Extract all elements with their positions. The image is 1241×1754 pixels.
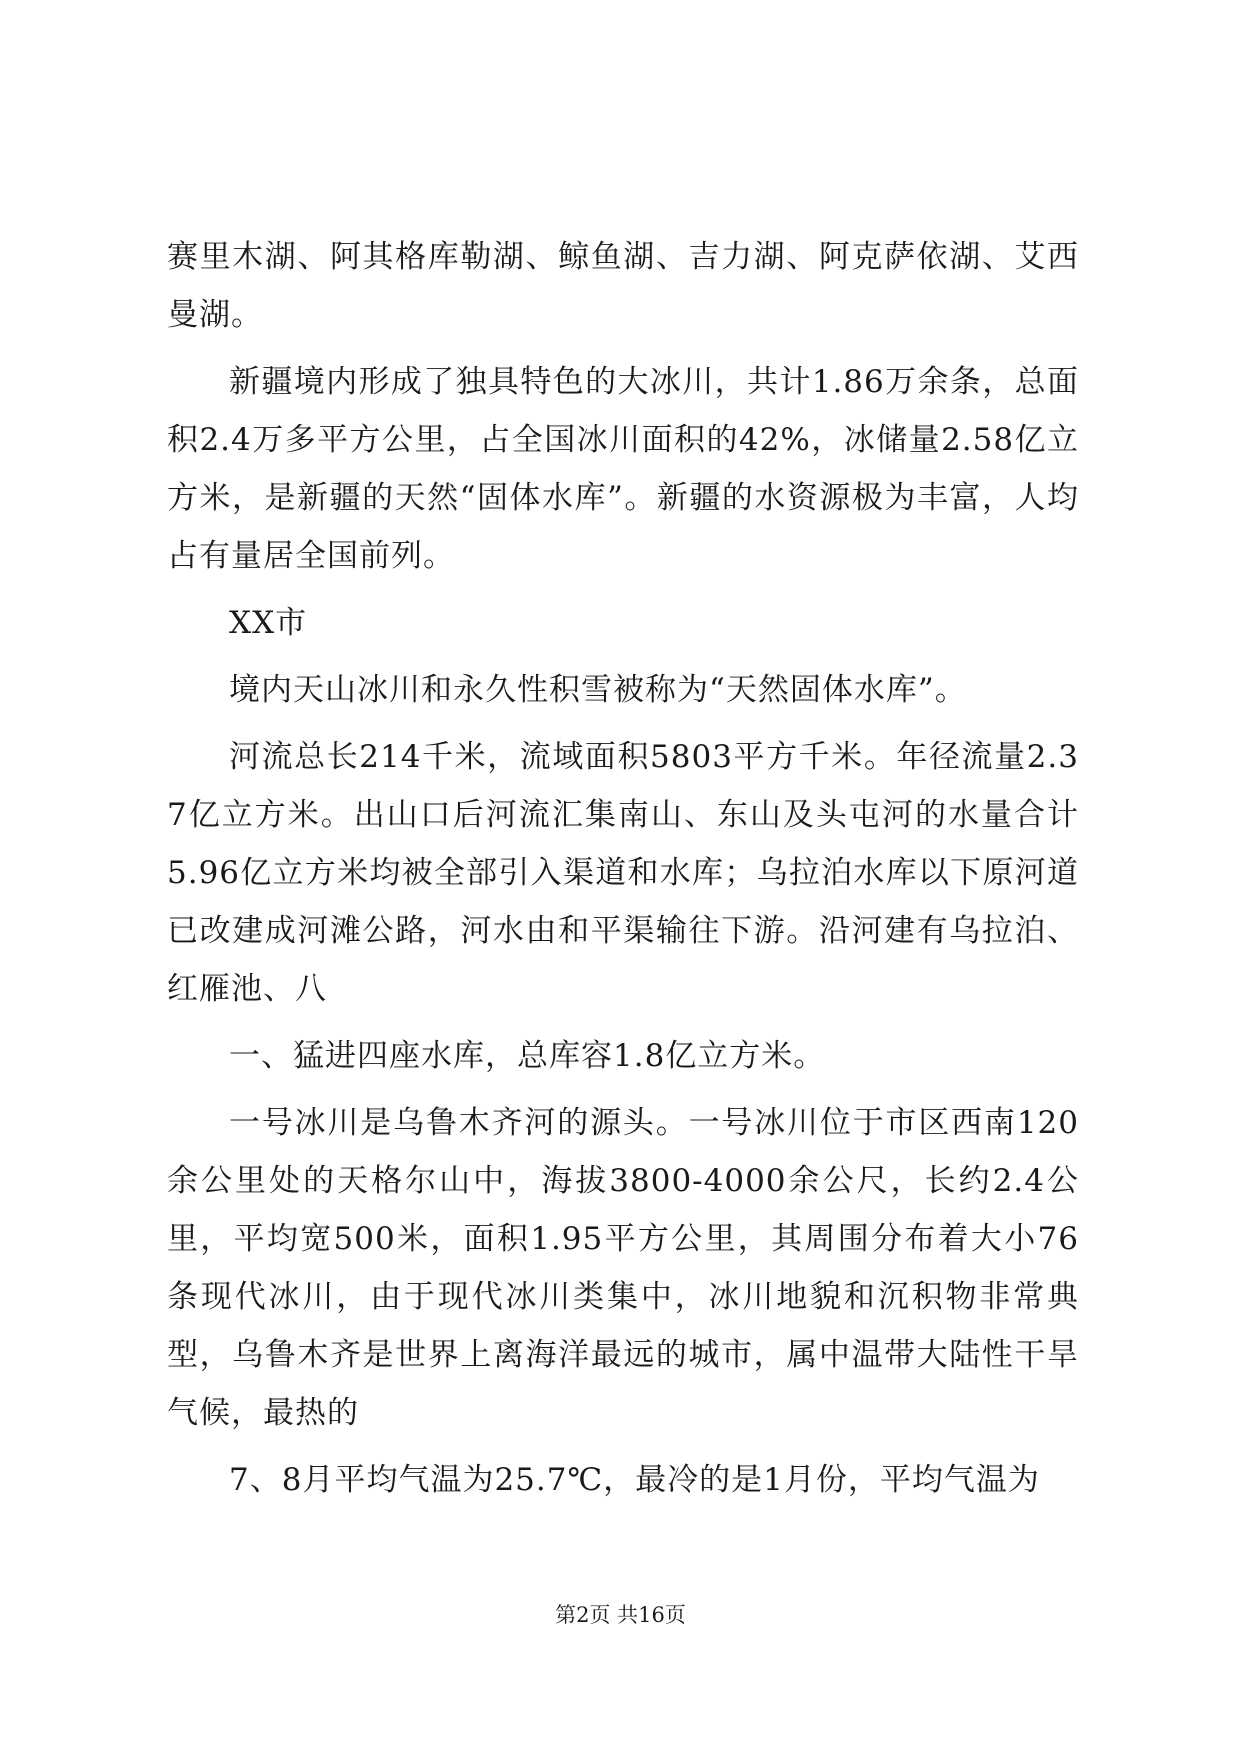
paragraph-natural-reservoir: 境内天山冰川和永久性积雪被称为“天然固体水库”。 <box>229 672 967 708</box>
paragraph-reservoirs: 一、猛进四座水库，总库容1.8亿立方米。 <box>229 1038 826 1074</box>
paragraph-lakes-continued: 赛里木湖、阿其格库勒湖、鲸鱼湖、吉力湖、阿克萨依湖、艾西曼湖。 <box>167 239 1079 333</box>
paragraph-glaciers: 新疆境内形成了独具特色的大冰川，共计1.86万余条，总面积2.4万多平方公里，占全国冰川面积的42%，冰储量2.58亿立方米，是新疆的天然“固体水库”。新疆的水资源极为丰富，人均占有量居全国前列。 <box>167 364 1079 574</box>
paragraph-river: 河流总长214千米，流域面积5803平方千米。年径流量2.37亿立方米。出山口后河流汇集南山、东山及头屯河的水量合计5.96亿立方米均被全部引入渠道和水库；乌拉泊水库以下原河道已改建成河滩公路，河水由和平渠输往下游。沿河建有乌拉泊、红雁池、八 <box>167 739 1079 1007</box>
document-body <box>167 228 1079 1518</box>
paragraph-glacier-no1: 一号冰川是乌鲁木齐河的源头。一号冰川位于市区西南120余公里处的天格尔山中，海拔3800-4000余公尺，长约2.4公里，平均宽500米，面积1.95平方公里，其周围分布着大小76条现代冰川，由于现代冰川类集中，冰川地貌和沉积物非常典型，乌鲁木齐是世界上离海洋最远的城市，属中温带大陆性干旱气候，最热的 <box>167 1105 1079 1431</box>
paragraph-temperature: 7、8月平均气温为25.7℃，最冷的是1月份，平均气温为 <box>229 1462 1040 1498</box>
page-footer <box>0 1600 1241 1630</box>
page-number-label: 第2页 共16页 <box>555 1603 686 1627</box>
paragraph-city-heading: XX市 <box>229 605 308 641</box>
